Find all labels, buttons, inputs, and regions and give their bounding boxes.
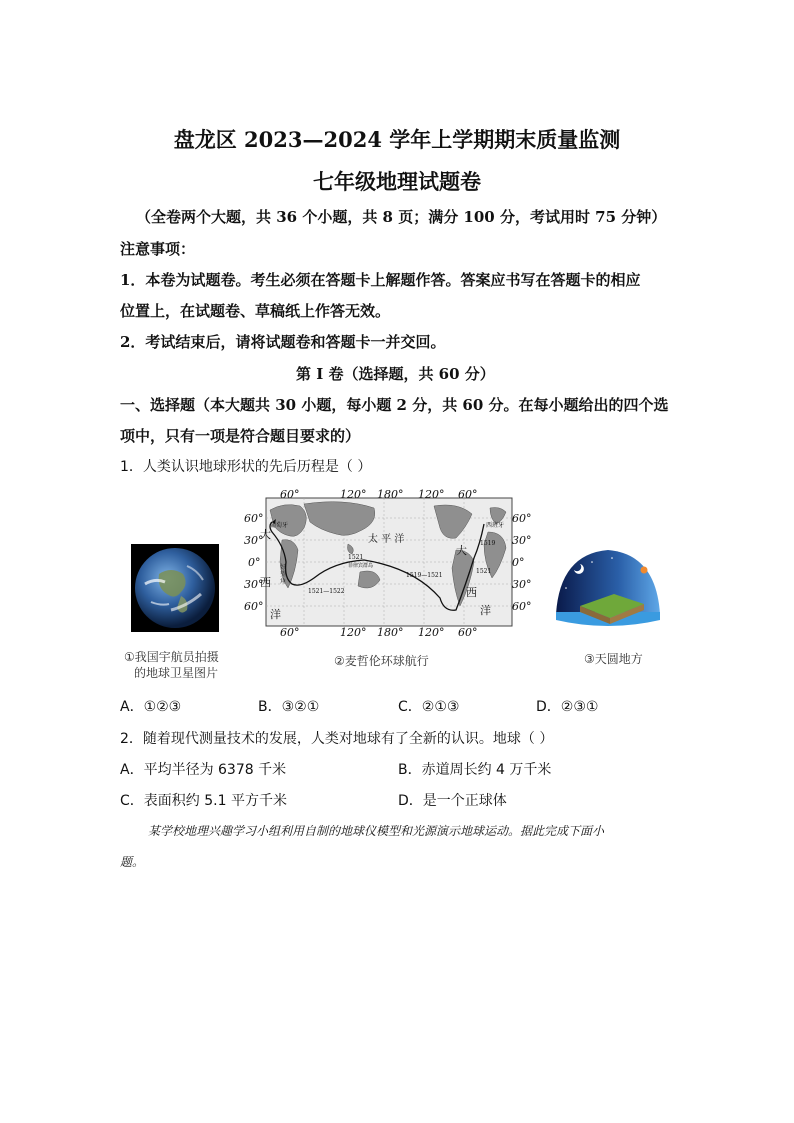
map-lat-left-2: 30° <box>244 534 264 547</box>
q1-option-d[interactable]: D．②③① <box>536 699 599 715</box>
caption-1b: 的地球卫星图片 <box>134 666 219 680</box>
map-lon-bottom-4: 120° <box>418 626 445 639</box>
notice-1a: 1．本卷为试题卷。考生必须在答题卡上解题作答。答案应书写在答题卡的相应 <box>120 271 641 289</box>
q1-option-c[interactable]: C．②①③ <box>398 699 460 715</box>
q2-option-a[interactable]: A．平均半径为 6378 千米 <box>120 762 287 778</box>
map-place-cape: 好望角 <box>280 564 287 585</box>
map-lon-bottom-3: 180° <box>377 626 404 639</box>
q3-intro-b: 题。 <box>120 855 145 869</box>
map-year-5: 1521 <box>476 568 492 575</box>
map-lat-right-5: 60° <box>512 600 532 613</box>
notice-title: 注意事项： <box>120 240 196 258</box>
map-place-spain: 西班牙 <box>486 522 505 529</box>
map-ocean-atlantic-5: 西 <box>466 586 477 599</box>
q2-option-d[interactable]: D．是一个正球体 <box>398 793 507 809</box>
exam-info: （全卷两个大题，共 36 个小题，共 8 页；满分 100 分，考试用时 75 分钟） <box>136 208 667 226</box>
map-lon-top-2: 120° <box>340 488 367 501</box>
q1-stem: 1．人类认识地球形状的先后历程是（ ） <box>120 459 372 475</box>
q2-stem: 2．随着现代测量技术的发展，人类对地球有了全新的认识。地球（ ） <box>120 731 554 747</box>
q1-option-b[interactable]: B．③②① <box>258 699 320 715</box>
map-lon-bottom-2: 120° <box>340 626 367 639</box>
map-year-4: 1519 <box>480 540 496 547</box>
map-year-1: 1521—1522 <box>308 588 345 595</box>
map-year-3: 1521 <box>348 554 364 561</box>
map-lat-right-3: 0° <box>512 556 525 569</box>
map-lat-left-4: 30° <box>244 578 264 591</box>
q1-option-a[interactable]: A．①②③ <box>120 699 182 715</box>
notice-1b: 位置上，在试题卷、草稿纸上作答无效。 <box>120 302 391 320</box>
map-lon-bottom-1: 60° <box>280 626 300 639</box>
map-lon-top-1: 60° <box>280 488 300 501</box>
map-year-2: 1519—1521 <box>406 572 443 579</box>
map-place-portugal: 葡萄牙 <box>270 522 289 529</box>
map-place-philippines: 菲律宾群岛 <box>348 563 374 569</box>
map-lat-right-2: 30° <box>512 534 532 547</box>
map-lat-right-4: 30° <box>512 578 532 591</box>
caption-1a: ①我国宇航员拍摄 <box>124 650 219 664</box>
map-ocean-atlantic-2: 西 <box>260 576 271 589</box>
part-title: 第 I 卷（选择题，共 60 分） <box>296 365 495 383</box>
map-ocean-atlantic-4: 大 <box>456 544 467 557</box>
map-lon-top-3: 180° <box>377 488 404 501</box>
map-ocean-atlantic-1: 大 <box>260 528 271 541</box>
q3-intro-a: 某学校地理兴趣学习小组利用自制的地球仪模型和光源演示地球运动。据此完成下面小 <box>148 824 605 838</box>
map-lat-right-1: 60° <box>512 512 532 525</box>
page-title: 盘龙区 2023—2024 学年上学期期末质量监测 <box>173 127 621 152</box>
q2-option-c[interactable]: C．表面积约 5.1 平方千米 <box>120 793 287 809</box>
caption-3: ③天圆地方 <box>584 652 643 666</box>
map-lon-top-5: 60° <box>458 488 478 501</box>
map-ocean-atlantic-6: 洋 <box>480 604 491 617</box>
caption-2: ②麦哲伦环球航行 <box>334 654 429 668</box>
map-lon-top-4: 120° <box>418 488 445 501</box>
page-subtitle: 七年级地理试题卷 <box>313 169 481 194</box>
section-heading-a: 一、选择题（本大题共 30 小题，每小题 2 分，共 60 分。在每小题给出的四个选 <box>120 396 669 414</box>
section-heading-b: 项中，只有一项是符合题目要求的） <box>120 427 361 445</box>
sky-dome-image <box>552 548 664 630</box>
map-lat-left-3: 0° <box>248 556 261 569</box>
map-lat-left-5: 60° <box>244 600 264 613</box>
map-lon-bottom-5: 60° <box>458 626 478 639</box>
notice-2: 2．考试结束后，请将试题卷和答题卡一并交回。 <box>120 333 446 351</box>
earth-satellite-image <box>131 544 219 632</box>
map-lat-left-1: 60° <box>244 512 264 525</box>
map-ocean-pacific: 太 平 洋 <box>368 534 405 545</box>
map-ocean-atlantic-3: 洋 <box>270 608 281 621</box>
magellan-route-map <box>244 488 532 639</box>
q2-option-b[interactable]: B．赤道周长约 4 万千米 <box>398 762 552 778</box>
